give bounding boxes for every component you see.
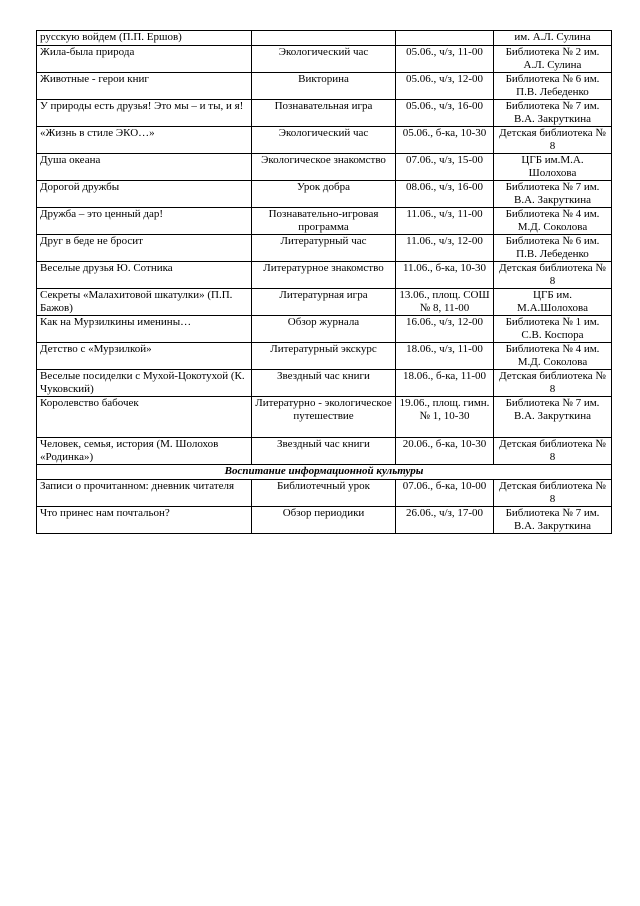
event-title-cell: Душа океана — [37, 154, 252, 181]
event-date-cell: 13.06., площ. СОШ № 8, 11-00 — [396, 289, 494, 316]
event-place-cell: Библиотека № 4 им. М.Д. Соколова — [494, 343, 612, 370]
event-place-cell: Библиотека № 1 им. С.В. Коспора — [494, 316, 612, 343]
event-form-cell: Библиотечный урок — [252, 480, 396, 507]
table-row — [37, 235, 612, 262]
table-row — [37, 316, 612, 343]
event-date-cell: 05.06., б-ка, 10-30 — [396, 127, 494, 154]
event-place-cell: Библиотека № 4 им. М.Д. Соколова — [494, 208, 612, 235]
event-form-cell: Литературная игра — [252, 289, 396, 316]
event-place-cell: Библиотека № 7 им. В.А. Закруткина — [494, 100, 612, 127]
events-table-body-2 — [37, 480, 612, 534]
table-row — [37, 438, 612, 465]
event-title-cell: «Жизнь в стиле ЭКО…» — [37, 127, 252, 154]
event-place-cell: ЦГБ им. М.А.Шолохова — [494, 289, 612, 316]
event-date-cell: 11.06., ч/з, 11-00 — [396, 208, 494, 235]
event-form-cell: Литературное знакомство — [252, 262, 396, 289]
event-title-cell: Веселые друзья Ю. Сотника — [37, 262, 252, 289]
event-place-cell: Библиотека № 7 им. В.А. Закруткина — [494, 181, 612, 208]
event-title-cell: Друг в беде не бросит — [37, 235, 252, 262]
event-title-cell: Дорогой дружбы — [37, 181, 252, 208]
event-form-cell: Обзор журнала — [252, 316, 396, 343]
event-place-cell: им. А.Л. Сулина — [494, 31, 612, 46]
event-form-cell — [252, 31, 396, 46]
events-table-body — [37, 31, 612, 465]
event-form-cell: Викторина — [252, 73, 396, 100]
event-date-cell: 07.06., ч/з, 15-00 — [396, 154, 494, 181]
event-form-cell: Познавательная игра — [252, 100, 396, 127]
event-place-cell: Библиотека № 7 им. В.А. Закруткина — [494, 507, 612, 534]
event-place-cell: Детская библиотека № 8 — [494, 370, 612, 397]
event-title-cell: русскую войдем (П.П. Ершов) — [37, 31, 252, 46]
event-title-cell: Веселые посиделки с Мухой-Цокотухой (К. Чуковский) — [37, 370, 252, 397]
event-form-cell: Литературный экскурс — [252, 343, 396, 370]
table-row — [37, 46, 612, 73]
event-title-cell: Детство с «Мурзилкой» — [37, 343, 252, 370]
table-row — [37, 181, 612, 208]
section-header — [37, 465, 612, 480]
table-row — [37, 343, 612, 370]
document-page — [36, 30, 611, 534]
event-date-cell: 20.06., б-ка, 10-30 — [396, 438, 494, 465]
event-place-cell: Детская библиотека № 8 — [494, 262, 612, 289]
event-date-cell: 08.06., ч/з, 16-00 — [396, 181, 494, 208]
event-form-cell: Звездный час книги — [252, 438, 396, 465]
table-row — [37, 397, 612, 438]
event-date-cell — [396, 31, 494, 46]
table-row — [37, 208, 612, 235]
table-row — [37, 127, 612, 154]
event-title-cell: Жила-была природа — [37, 46, 252, 73]
events-table — [36, 30, 612, 534]
event-title-cell: Что принес нам почтальон? — [37, 507, 252, 534]
event-title-cell: Королевство бабочек — [37, 397, 252, 438]
event-place-cell: Детская библиотека № 8 — [494, 438, 612, 465]
event-place-cell: Библиотека № 7 им. В.А. Закруткина — [494, 397, 612, 438]
event-date-cell: 05.06., ч/з, 12-00 — [396, 73, 494, 100]
event-form-cell: Экологическое знакомство — [252, 154, 396, 181]
event-date-cell: 05.06., ч/з, 11-00 — [396, 46, 494, 73]
event-form-cell: Экологический час — [252, 127, 396, 154]
table-row — [37, 100, 612, 127]
event-date-cell: 18.06., б-ка, 11-00 — [396, 370, 494, 397]
event-title-cell: У природы есть друзья! Это мы – и ты, и я! — [37, 100, 252, 127]
event-place-cell: ЦГБ им.М.А. Шолохова — [494, 154, 612, 181]
event-place-cell: Детская библиотека № 8 — [494, 127, 612, 154]
table-row — [37, 262, 612, 289]
event-place-cell: Детская библиотека № 8 — [494, 480, 612, 507]
table-row — [37, 507, 612, 534]
table-row — [37, 480, 612, 507]
event-date-cell: 16.06., ч/з, 12-00 — [396, 316, 494, 343]
event-place-cell: Библиотека № 6 им. П.В. Лебеденко — [494, 73, 612, 100]
event-title-cell: Человек, семья, история (М. Шолохов «Родинка») — [37, 438, 252, 465]
event-date-cell: 18.06., ч/з, 11-00 — [396, 343, 494, 370]
event-title-cell: Записи о прочитанном: дневник читателя — [37, 480, 252, 507]
event-form-cell: Обзор периодики — [252, 507, 396, 534]
event-form-cell: Познавательно-игровая программа — [252, 208, 396, 235]
table-row — [37, 370, 612, 397]
event-title-cell: Животные - герои книг — [37, 73, 252, 100]
event-place-cell: Библиотека № 2 им. А.Л. Сулина — [494, 46, 612, 73]
table-row — [37, 31, 612, 46]
event-title-cell: Дружба – это ценный дар! — [37, 208, 252, 235]
event-date-cell: 05.06., ч/з, 16-00 — [396, 100, 494, 127]
event-date-cell: 11.06., б-ка, 10-30 — [396, 262, 494, 289]
table-row — [37, 154, 612, 181]
event-form-cell: Экологический час — [252, 46, 396, 73]
event-title-cell: Как на Мурзилкины именины… — [37, 316, 252, 343]
event-form-cell: Литературно - экологическое путешествие — [252, 397, 396, 438]
event-date-cell: 07.06., б-ка, 10-00 — [396, 480, 494, 507]
event-date-cell: 11.06., ч/з, 12-00 — [396, 235, 494, 262]
event-date-cell: 26.06., ч/з, 17-00 — [396, 507, 494, 534]
table-row — [37, 73, 612, 100]
section-title: Воспитание информационной культуры — [37, 465, 612, 480]
event-place-cell: Библиотека № 6 им. П.В. Лебеденко — [494, 235, 612, 262]
event-form-cell: Звездный час книги — [252, 370, 396, 397]
event-form-cell: Литературный час — [252, 235, 396, 262]
table-row — [37, 289, 612, 316]
event-form-cell: Урок добра — [252, 181, 396, 208]
event-date-cell: 19.06., площ. гимн. № 1, 10-30 — [396, 397, 494, 438]
event-title-cell: Секреты «Малахитовой шкатулки» (П.П. Бажов) — [37, 289, 252, 316]
